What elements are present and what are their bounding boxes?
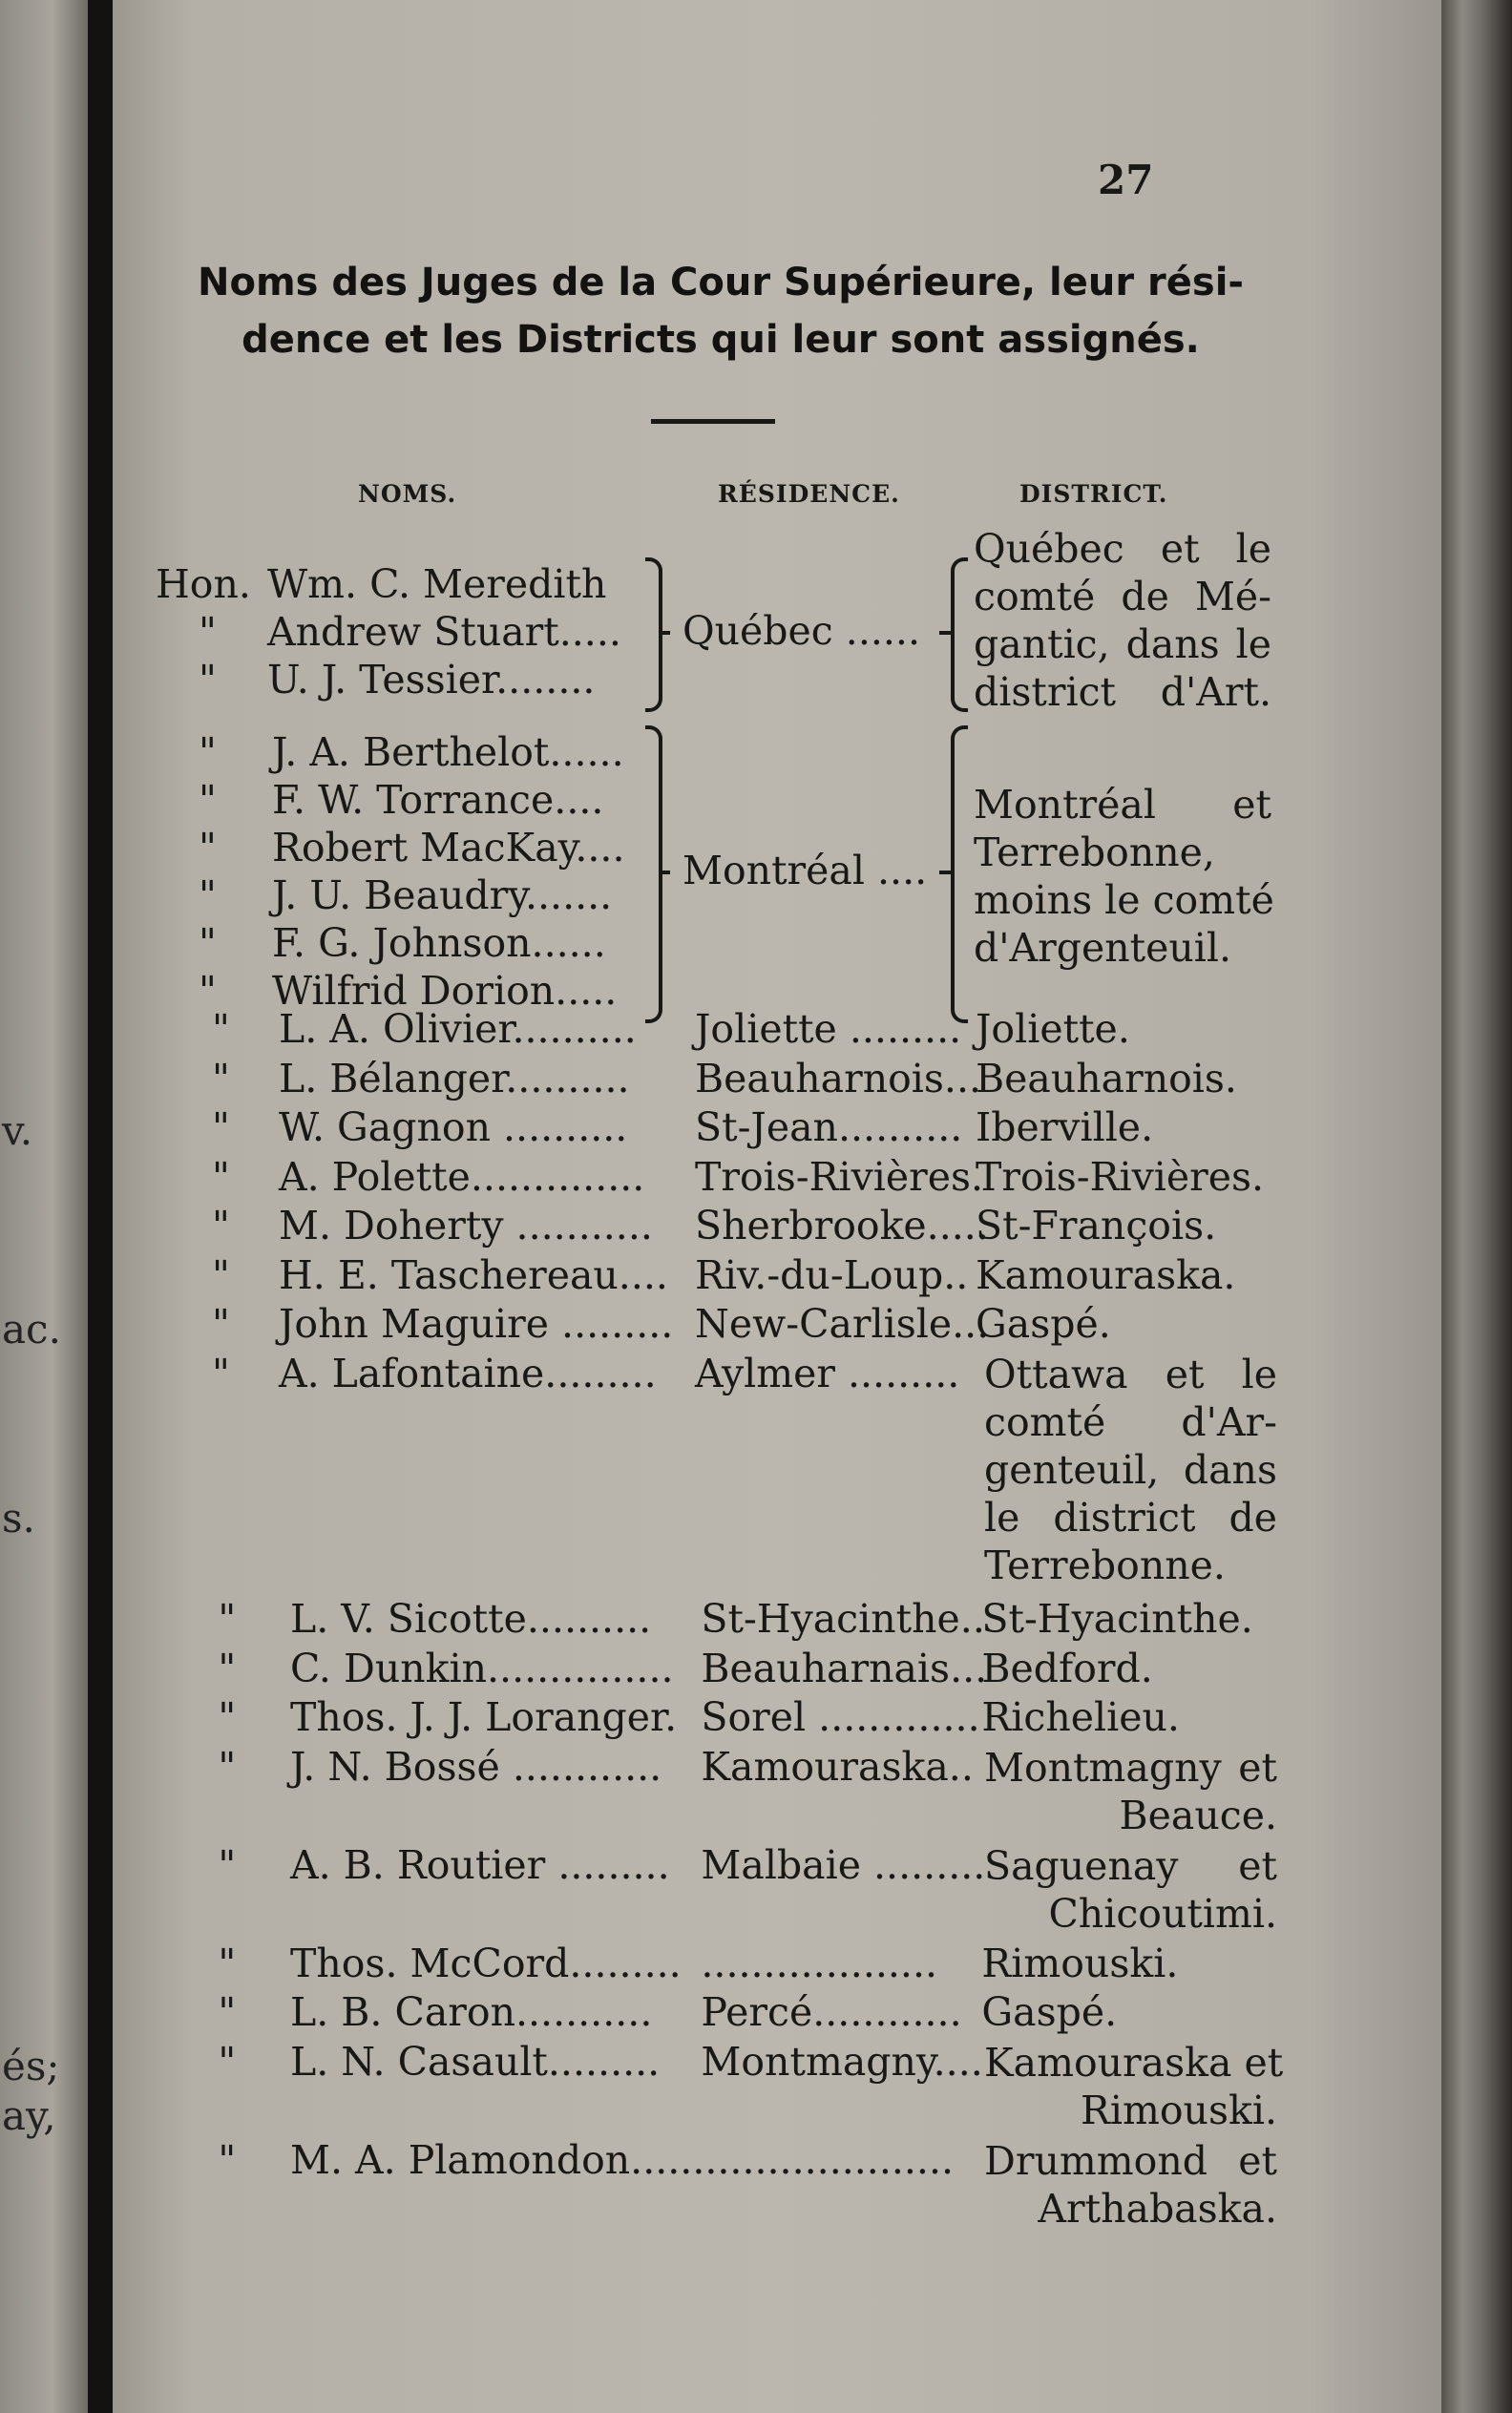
title-line: dence et les Districts qui leur sont assignés. bbox=[242, 318, 1200, 362]
ditto-mark: " bbox=[199, 825, 217, 871]
left-page-fragment: és; bbox=[2, 2043, 60, 2089]
book-gutter bbox=[88, 0, 113, 2413]
district-line: Chicoutimi. bbox=[1048, 1890, 1277, 1937]
district: Iberville. bbox=[976, 1104, 1154, 1150]
district-brace bbox=[951, 725, 968, 1023]
judge-name: L. A. Olivier.......... bbox=[279, 1006, 637, 1052]
ditto-mark: " bbox=[212, 1104, 230, 1150]
district-block bbox=[984, 1842, 1277, 1938]
district-line: Montmagny et bbox=[984, 1744, 1277, 1791]
judge-name: Robert MacKay.... bbox=[272, 825, 625, 871]
name-brace bbox=[645, 557, 662, 712]
judge-name: F. G. Johnson...... bbox=[272, 920, 606, 966]
district-block bbox=[984, 2137, 1277, 2233]
district: Trois-Rivières. bbox=[976, 1153, 1265, 1200]
judge-name: Thos. McCord......... bbox=[290, 1940, 682, 1986]
left-page-fragment: s. bbox=[2, 1495, 35, 1542]
ditto-mark: " bbox=[199, 777, 217, 823]
district-line: Montréal et bbox=[974, 782, 1271, 828]
ditto-mark: " bbox=[218, 1841, 237, 1888]
honorific: Hon. bbox=[156, 561, 251, 607]
district: Gaspé. bbox=[981, 1989, 1118, 2035]
residence: St-Jean.......... bbox=[695, 1104, 963, 1150]
residence: Malbaie ......... bbox=[701, 1841, 986, 1888]
district-line: Beauce. bbox=[1119, 1792, 1277, 1838]
residence: Riv.-du-Loup.. bbox=[695, 1251, 969, 1298]
page-edge bbox=[1441, 0, 1512, 2413]
residence: Beauharnais... bbox=[701, 1645, 988, 1691]
district-block bbox=[984, 1351, 1277, 1589]
header-names: NOMS. bbox=[358, 480, 457, 508]
judge-name: Thos. J. J. Loranger. bbox=[290, 1694, 678, 1740]
district-line: Drummond et bbox=[984, 2137, 1277, 2184]
district-line: le district de bbox=[984, 1494, 1277, 1541]
page-title bbox=[134, 254, 1308, 368]
district: St-Hyacinthe. bbox=[981, 1596, 1253, 1642]
residence: New-Carlisle... bbox=[695, 1301, 990, 1347]
brace-tip bbox=[939, 871, 951, 874]
ditto-mark: " bbox=[212, 1203, 230, 1248]
judge-name: C. Dunkin............... bbox=[290, 1645, 674, 1691]
adjacent-page-margin bbox=[0, 0, 88, 2413]
residence: Beauharnois... bbox=[695, 1055, 982, 1102]
left-page-fragment: v. bbox=[2, 1107, 33, 1154]
judge-name: L. Bélanger.......... bbox=[279, 1055, 630, 1102]
ditto-mark: " bbox=[218, 1645, 237, 1691]
ditto-mark: " bbox=[218, 1940, 237, 1986]
ditto-mark: " bbox=[218, 1694, 237, 1740]
district-line: Kamouraska et bbox=[984, 2039, 1284, 2086]
district: St-François. bbox=[976, 1203, 1217, 1248]
district-line: comté d'Ar- bbox=[984, 1398, 1277, 1445]
ditto-mark: " bbox=[199, 968, 217, 1014]
district: Bedford. bbox=[981, 1645, 1153, 1691]
residence: ................... bbox=[701, 1940, 938, 1986]
district-line: Terrebonne, bbox=[974, 829, 1215, 875]
judge-name: Wilfrid Dorion..... bbox=[272, 968, 618, 1014]
residence: Percé............ bbox=[701, 1989, 962, 2035]
ditto-mark: " bbox=[212, 1251, 230, 1298]
judge-name: John Maguire ......... bbox=[279, 1301, 674, 1347]
residence: Québec ...... bbox=[682, 608, 920, 654]
ditto-mark: " bbox=[218, 2038, 237, 2085]
ditto-mark: " bbox=[212, 1055, 230, 1102]
judge-name: M. A. Plamondon.......................... bbox=[290, 2136, 955, 2183]
district-line: genteuil, dans bbox=[984, 1446, 1277, 1493]
judge-name: F. W. Torrance.... bbox=[272, 777, 604, 823]
district-block bbox=[984, 1744, 1277, 1839]
residence: Montréal .... bbox=[682, 848, 928, 893]
district-brace bbox=[951, 557, 968, 712]
residence: Trois-Rivières. bbox=[695, 1153, 984, 1200]
judge-name: A. Polette.............. bbox=[279, 1153, 645, 1200]
ditto-mark: " bbox=[218, 1989, 237, 2035]
judge-name: H. E. Taschereau.... bbox=[279, 1251, 668, 1298]
residence: St-Hyacinthe.. bbox=[701, 1596, 985, 1642]
district-line: Ottawa et le bbox=[984, 1351, 1277, 1397]
district-block bbox=[984, 2039, 1284, 2134]
residence: Sherbrooke..... bbox=[695, 1203, 989, 1248]
residence: Kamouraska.. bbox=[701, 1743, 974, 1790]
ditto-mark: " bbox=[212, 1350, 230, 1396]
residence: Aylmer ......... bbox=[695, 1350, 960, 1396]
district: Gaspé. bbox=[976, 1301, 1111, 1347]
district-line: district d'Art. bbox=[974, 669, 1271, 715]
judge-name: Andrew Stuart..... bbox=[267, 609, 621, 655]
header-district: DISTRICT. bbox=[1019, 480, 1168, 508]
ditto-mark: " bbox=[218, 1596, 237, 1642]
brace-tip bbox=[659, 871, 670, 874]
judge-name: L. N. Casault......... bbox=[290, 2038, 661, 2085]
ditto-mark: " bbox=[212, 1153, 230, 1200]
judge-name: L. V. Sicotte.......... bbox=[290, 1596, 652, 1642]
district-block bbox=[974, 781, 1274, 972]
left-page-fragment: ay, bbox=[2, 2092, 56, 2139]
judge-name: U. J. Tessier........ bbox=[267, 657, 596, 703]
left-page-fragment: ac. bbox=[2, 1306, 61, 1353]
district-line: Rimouski. bbox=[1081, 2087, 1277, 2133]
district: Richelieu. bbox=[981, 1694, 1180, 1740]
judge-name: Wm. C. Meredith bbox=[267, 561, 607, 607]
district: Joliette. bbox=[976, 1006, 1130, 1052]
district-line: gantic, dans le bbox=[974, 621, 1271, 667]
district-block bbox=[974, 525, 1271, 716]
ditto-mark: " bbox=[218, 2136, 237, 2183]
district-line: Québec et le bbox=[974, 526, 1271, 572]
header-residence: RÉSIDENCE. bbox=[718, 480, 900, 508]
judge-name: M. Doherty ........... bbox=[279, 1203, 653, 1248]
ditto-mark: " bbox=[218, 1743, 237, 1790]
district-line: comté de Mé- bbox=[974, 574, 1271, 619]
residence: Montmagny.... bbox=[701, 2038, 983, 2085]
judge-name: W. Gagnon .......... bbox=[279, 1104, 628, 1150]
brace-tip bbox=[659, 631, 670, 635]
district-line: d'Argenteuil. bbox=[974, 925, 1232, 971]
district-line: Arthabaska. bbox=[1038, 2185, 1277, 2232]
ditto-mark: " bbox=[199, 872, 217, 918]
title-line: Noms des Juges de la Cour Supérieure, leur rési- bbox=[197, 261, 1244, 304]
judge-name: L. B. Caron........... bbox=[290, 1989, 653, 2035]
title-rule bbox=[651, 419, 775, 424]
ditto-mark: " bbox=[199, 729, 217, 775]
ditto-mark: " bbox=[212, 1006, 230, 1052]
page-number: 27 bbox=[1098, 157, 1154, 203]
judge-name: J. A. Berthelot...... bbox=[272, 729, 624, 775]
district-line: moins le comté bbox=[974, 877, 1274, 923]
ditto-mark: " bbox=[199, 657, 217, 703]
judge-name: A. Lafontaine......... bbox=[279, 1350, 657, 1396]
district-line: Terrebonne. bbox=[984, 1542, 1226, 1588]
ditto-mark: " bbox=[199, 920, 217, 966]
judge-name: J. N. Bossé ............ bbox=[290, 1743, 662, 1790]
district: Beauharnois. bbox=[976, 1055, 1237, 1102]
ditto-mark: " bbox=[212, 1301, 230, 1347]
brace-tip bbox=[939, 631, 951, 635]
ditto-mark: " bbox=[199, 609, 217, 655]
judge-name: J. U. Beaudry....... bbox=[272, 872, 613, 918]
district: Rimouski. bbox=[981, 1940, 1179, 1986]
residence: Joliette ......... bbox=[695, 1006, 962, 1052]
district: Kamouraska. bbox=[976, 1251, 1236, 1298]
residence: Sorel ............. bbox=[701, 1694, 980, 1740]
judge-name: A. B. Routier ......... bbox=[290, 1841, 670, 1888]
district-line: Saguenay et bbox=[984, 1842, 1277, 1889]
name-brace bbox=[645, 725, 662, 1023]
